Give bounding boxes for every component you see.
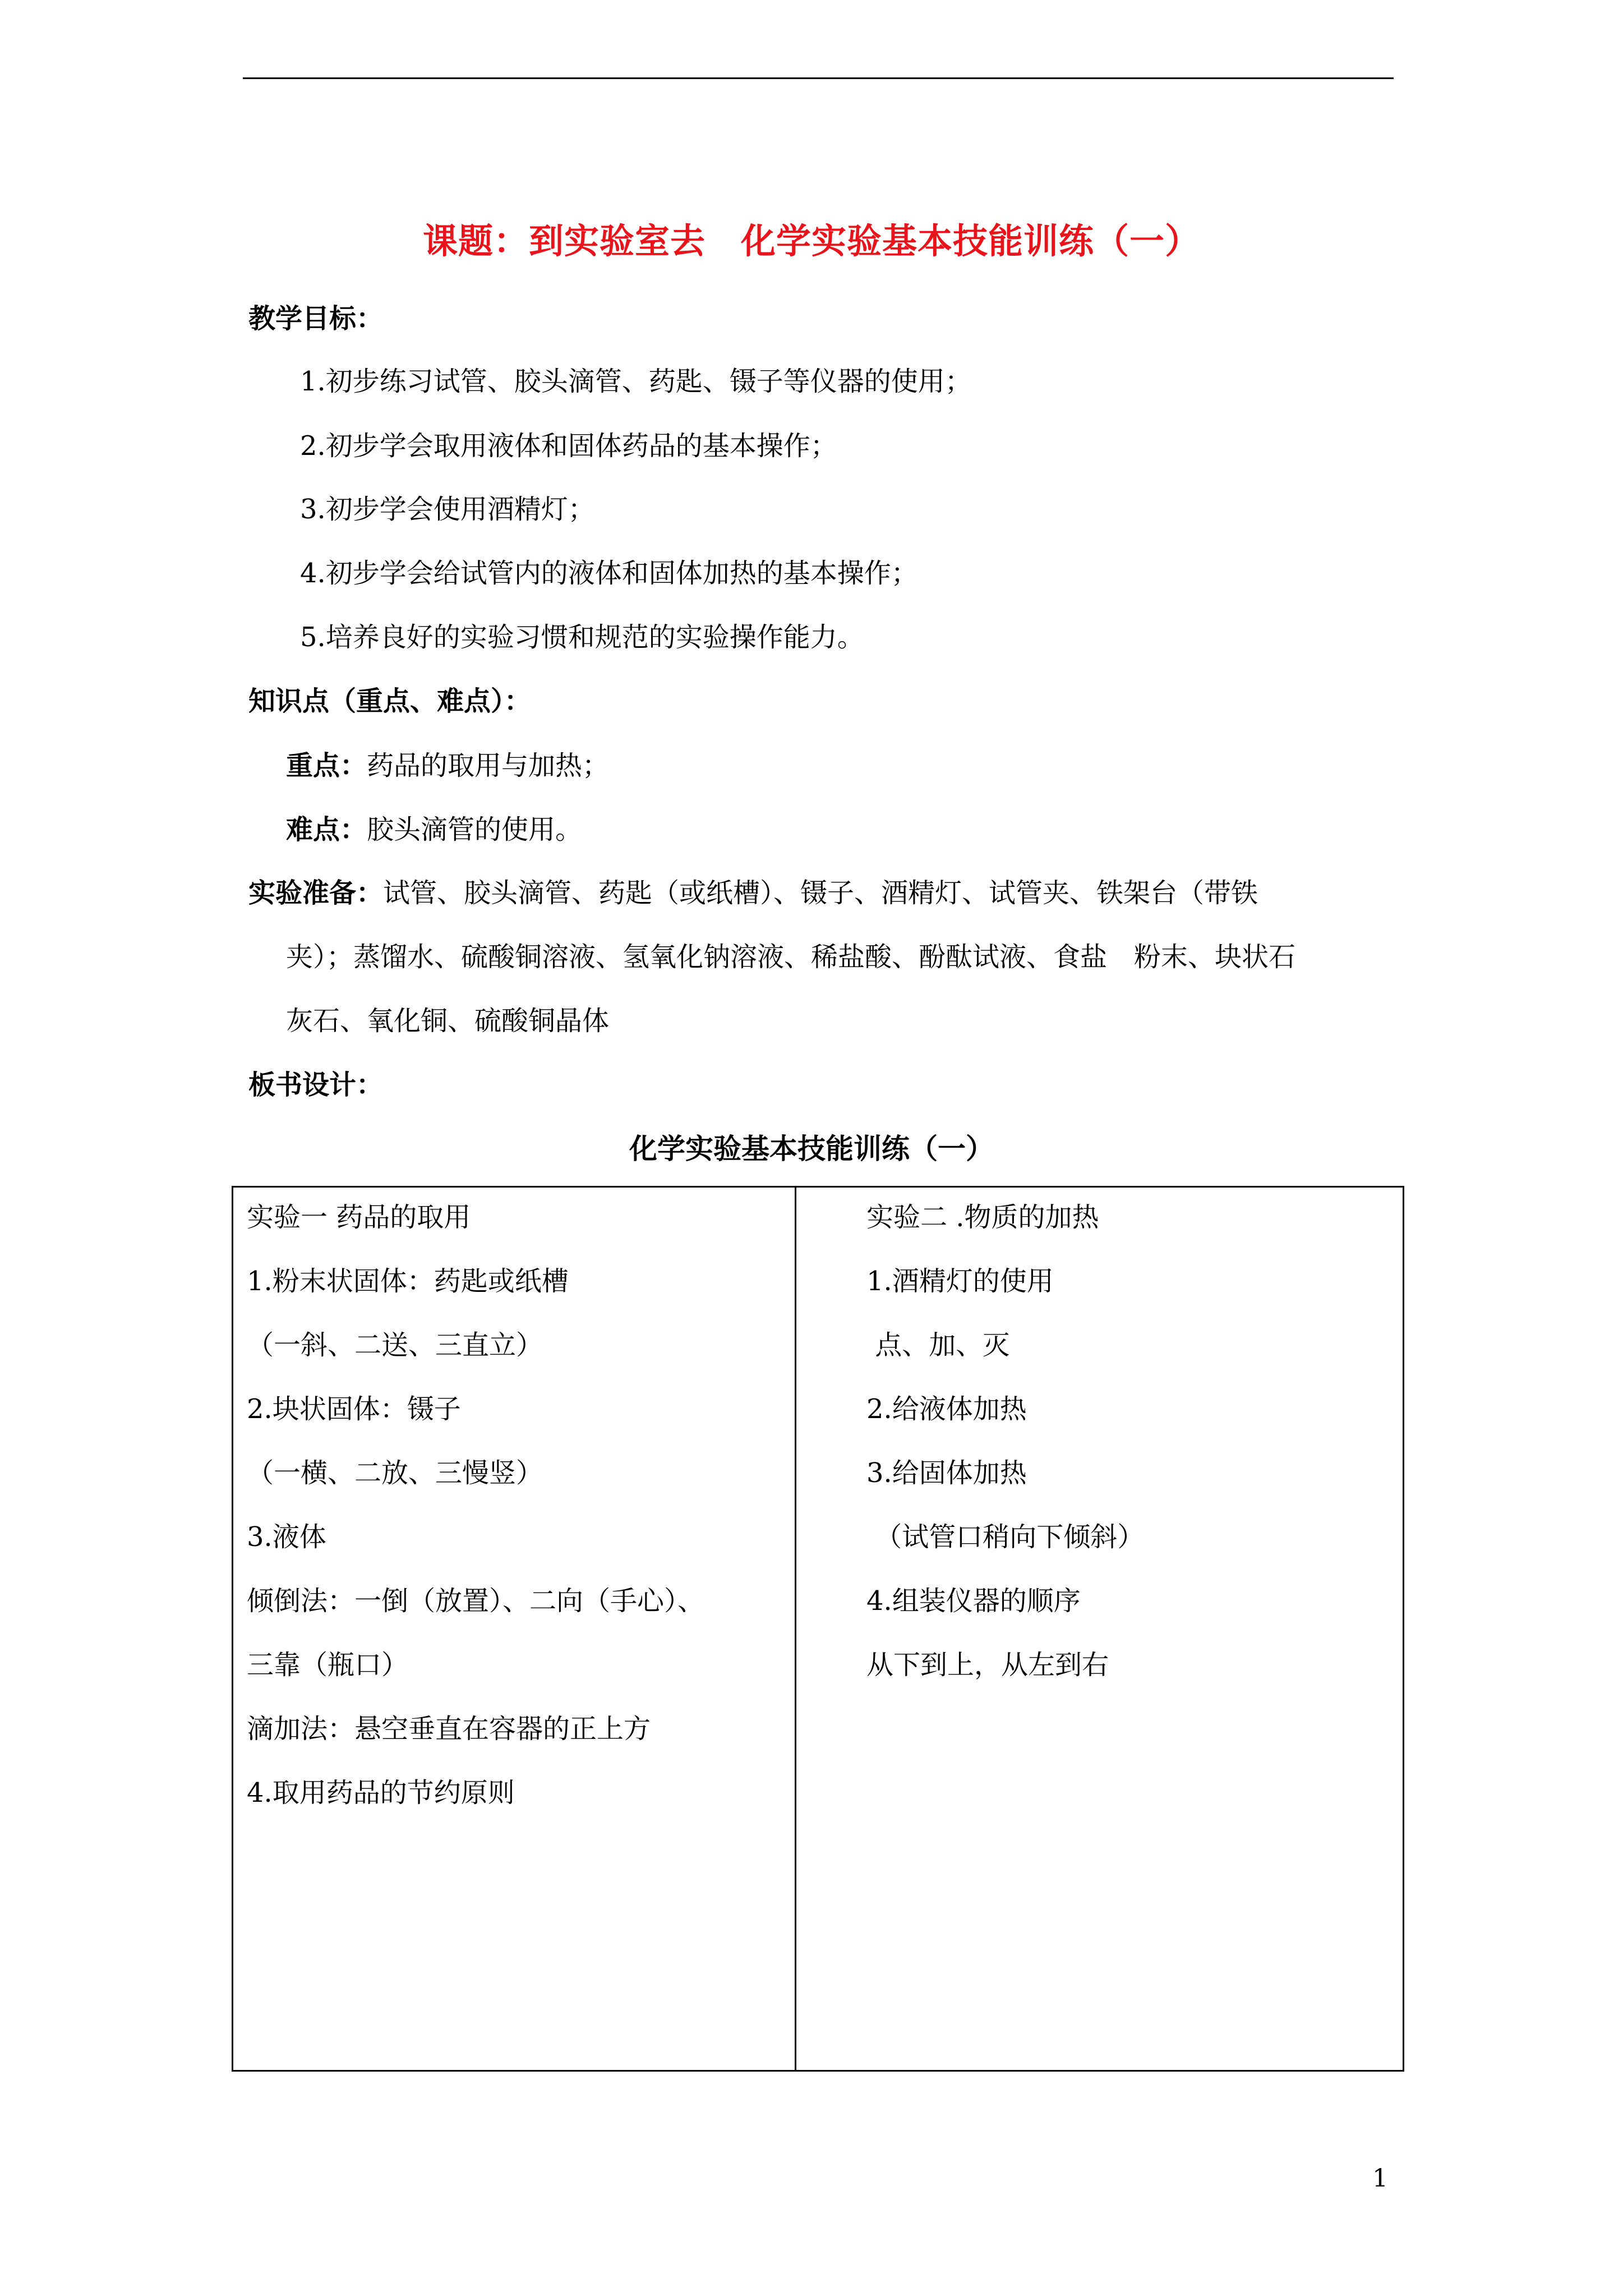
objective-item: 5.培养良好的实验习惯和规范的实验操作能力。	[300, 622, 864, 653]
left-cell-line: 4.取用药品的节约原则	[247, 1777, 515, 1809]
objective-item: 4.初步学会给试管内的液体和固体加热的基本操作；	[300, 558, 918, 589]
objective-item: 3.初步学会使用酒精灯；	[300, 494, 595, 525]
difficult-point	[286, 807, 582, 852]
right-cell-line: 实验二 .物质的加热	[866, 1202, 1099, 1233]
key-point-text: 药品的取用与加热；	[367, 750, 610, 781]
left-cell-line: 三靠（瓶口）	[247, 1649, 409, 1681]
board-table	[232, 1186, 1404, 2072]
right-cell-line: 3.给固体加热	[866, 1457, 1027, 1489]
prep-text-1: 试管、胶头滴管、药匙（或纸槽）、镊子、酒精灯、试管夹、铁架台（带铁	[383, 877, 1258, 909]
knowledge-heading: 知识点（重点、难点）：	[248, 685, 532, 717]
prep-line-1	[248, 871, 1258, 915]
right-cell-line: 从下到上，从左到右	[866, 1649, 1109, 1681]
right-cell-line: 点、加、灭	[866, 1329, 1010, 1361]
prep-label: 实验准备：	[248, 877, 384, 909]
objectives-heading: 教学目标：	[248, 303, 384, 334]
left-cell-line: （一横、二放、三慢竖）	[247, 1457, 543, 1489]
key-point	[286, 743, 609, 788]
page-number: 1	[1372, 2164, 1388, 2193]
left-cell-line: 1.粉末状固体：药匙或纸槽	[247, 1266, 569, 1297]
objective-item: 2.初步学会取用液体和固体药品的基本操作；	[300, 430, 837, 462]
difficult-point-label: 难点：	[286, 814, 367, 845]
right-cell-line: 1.酒精灯的使用	[866, 1266, 1054, 1297]
left-cell-line: 实验一 药品的取用	[247, 1202, 471, 1233]
prep-line-2: 夹）；蒸馏水、硫酸铜溶液、氢氧化钠溶液、稀盐酸、酚酞试液、食盐 粉末、块状石	[286, 941, 1296, 973]
key-point-label: 重点：	[286, 750, 367, 781]
header-rule	[243, 77, 1394, 79]
objective-item: 1.初步练习试管、胶头滴管、药匙、镊子等仪器的使用；	[300, 366, 972, 397]
left-cell-line: 滴加法：悬空垂直在容器的正上方	[247, 1713, 651, 1745]
right-cell-line: （试管口稍向下倾斜）	[866, 1521, 1145, 1553]
lesson-title: 课题：到实验室去 化学实验基本技能训练（一）	[422, 220, 1200, 261]
right-cell-line: 2.给液体加热	[866, 1393, 1027, 1425]
left-cell-line: 3.液体	[247, 1521, 326, 1553]
left-cell-line: 倾倒法：一倒（放置）、二向（手心）、	[247, 1585, 705, 1617]
board-subtitle: 化学实验基本技能训练（一）	[629, 1132, 994, 1165]
prep-line-3: 灰石、氧化铜、硫酸铜晶体	[286, 1005, 610, 1037]
table-column-divider	[795, 1186, 796, 2072]
board-heading: 板书设计：	[248, 1069, 384, 1101]
left-cell-line: （一斜、二送、三直立）	[247, 1329, 543, 1361]
right-cell-line: 4.组装仪器的顺序	[866, 1585, 1081, 1617]
left-cell-line: 2.块状固体：镊子	[247, 1393, 461, 1425]
difficult-point-text: 胶头滴管的使用。	[367, 814, 583, 845]
